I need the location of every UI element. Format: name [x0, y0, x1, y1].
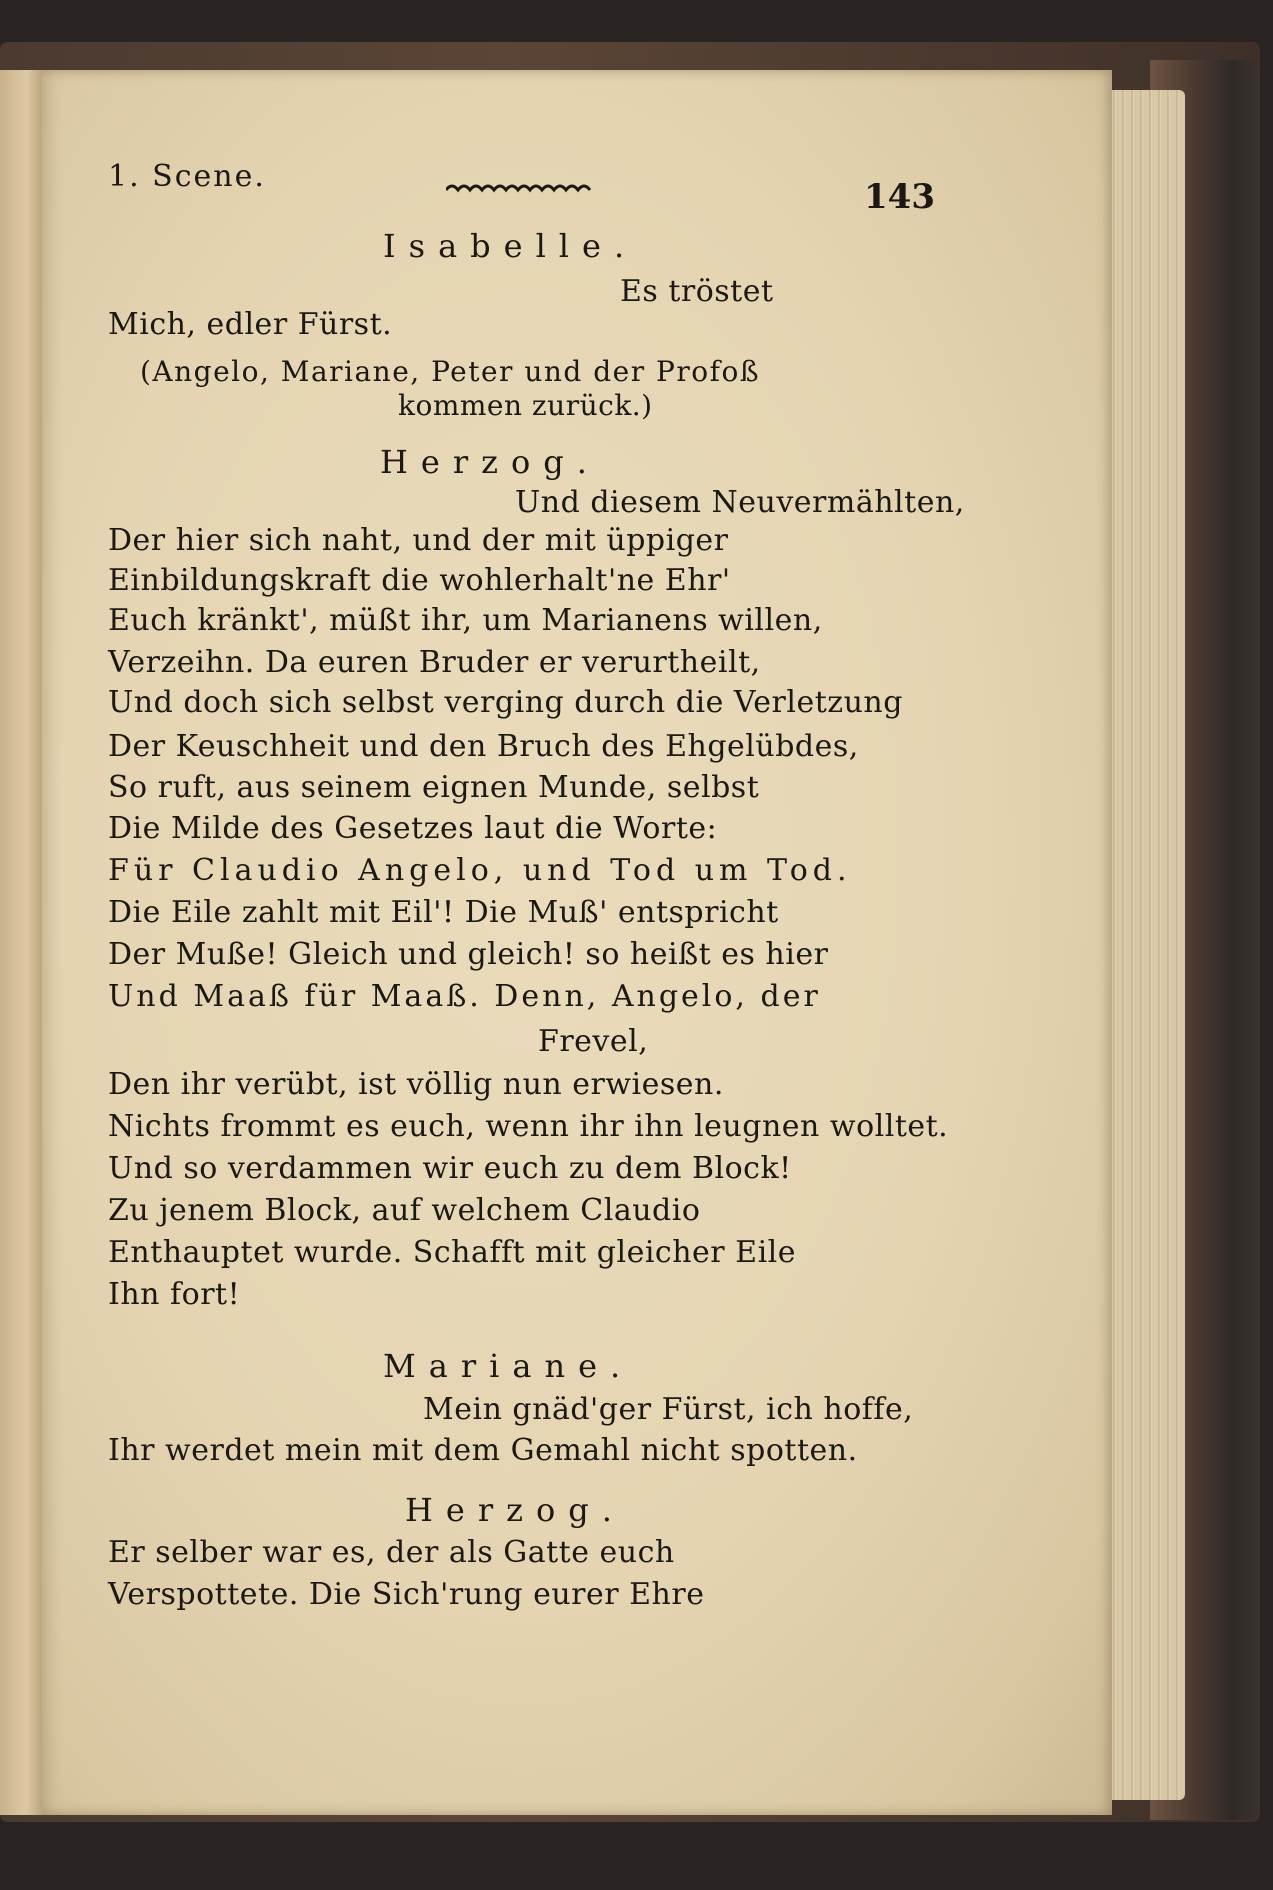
verse-line: Ihr werdet mein mit dem Gemahl nicht spotten. — [108, 1433, 858, 1468]
verse-line: Frevel, — [538, 1024, 649, 1059]
verse-line: Verzeihn. Da euren Bruder er verurtheilt, — [108, 645, 761, 680]
speaker-name: Herzog. — [380, 443, 600, 481]
speaker-name: Mariane. — [383, 1347, 634, 1385]
verse-line: Der Keuschheit und den Bruch des Ehgelübdes, — [108, 729, 859, 764]
verse-line: Und diesem Neuvermählten, — [515, 485, 965, 520]
verse-line: Einbildungskraft die wohlerhalt'ne Ehr' — [108, 563, 731, 598]
page-number: 143 — [864, 177, 935, 217]
verse-line: Er selber war es, der als Gatte euch — [108, 1535, 675, 1570]
verse-line: Den ihr verübt, ist völlig nun erwiesen. — [108, 1067, 724, 1102]
verse-line: Verspottete. Die Sich'rung eurer Ehre — [108, 1577, 705, 1612]
verse-line: Mein gnäd'ger Fürst, ich hoffe, — [423, 1392, 914, 1427]
verse-line: Und so verdammen wir euch zu dem Block! — [108, 1151, 792, 1186]
verse-line: Die Milde des Gesetzes laut die Worte: — [108, 811, 718, 846]
previous-page-edge — [0, 70, 44, 1815]
verse-line: Für Claudio Angelo, und Tod um Tod. — [108, 853, 852, 888]
speaker-name: Isabelle. — [383, 227, 638, 265]
verse-line: Und doch sich selbst verging durch die Verletzung — [108, 685, 903, 720]
verse-line: Der hier sich naht, und der mit üppiger — [108, 523, 729, 558]
verse-line: So ruft, aus seinem eignen Munde, selbst — [108, 770, 760, 805]
verse-line: Und Maaß für Maaß. Denn, Angelo, der — [108, 979, 821, 1014]
speaker-name: Herzog. — [405, 1491, 625, 1529]
verse-line: Nichts frommt es euch, wenn ihr ihn leugnen wolltet. — [108, 1109, 949, 1144]
verse-line: Ihn fort! — [108, 1277, 241, 1312]
running-head-scene: 1. Scene. — [108, 159, 266, 194]
verse-line: Der Muße! Gleich und gleich! so heißt es hier — [108, 937, 829, 972]
verse-line: Enthauptet wurde. Schafft mit gleicher Eile — [108, 1235, 797, 1270]
stage-direction: kommen zurück.) — [398, 389, 653, 422]
verse-line: Mich, edler Fürst. — [108, 307, 393, 342]
header-ornament — [446, 180, 596, 194]
verse-line: Es tröstet — [620, 274, 774, 309]
page-stack-edge — [1100, 90, 1185, 1800]
verse-line: Die Eile zahlt mit Eil'! Die Muß' entspricht — [108, 895, 779, 930]
verse-line: Zu jenem Block, auf welchem Claudio — [108, 1193, 701, 1228]
stage-direction: (Angelo, Mariane, Peter und der Profoß — [140, 355, 761, 388]
verse-line: Euch kränkt', müßt ihr, um Marianens willen, — [108, 603, 823, 638]
